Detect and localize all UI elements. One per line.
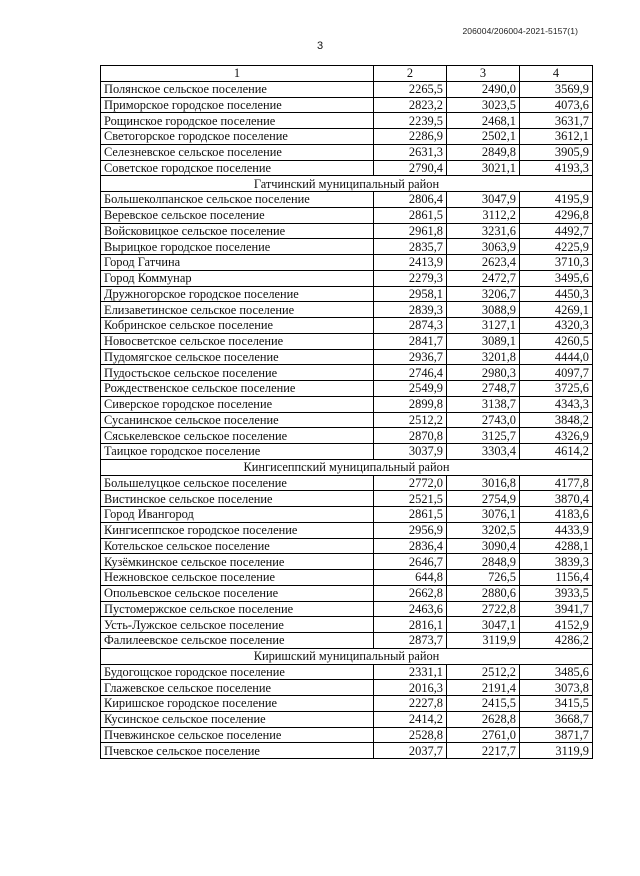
value-cell-col2: 2646,7 [374,554,447,570]
value-cell-col3: 3047,1 [447,617,520,633]
table-row [101,743,593,759]
value-cell-col3: 2880,6 [447,585,520,601]
value-cell-col3: 3112,2 [447,207,520,223]
value-cell-col2: 2823,2 [374,97,447,113]
value-cell-col3: 3138,7 [447,396,520,412]
value-cell-col4: 3839,3 [520,554,593,570]
settlement-name-cell: Войсковицкое сельское поселение [101,223,374,239]
settlement-name-cell: Таицкое городское поселение [101,444,374,460]
value-cell-col4: 3725,6 [520,381,593,397]
value-cell-col4: 4288,1 [520,538,593,554]
table-row [101,711,593,727]
settlement-name-cell: Пудомягское сельское поселение [101,349,374,365]
data-table [100,65,593,759]
table-row [101,381,593,397]
table-row [101,570,593,586]
value-cell-col3: 2472,7 [447,270,520,286]
settlement-name-cell: Город Коммунар [101,270,374,286]
table-row [101,255,593,271]
table-row [101,507,593,523]
settlement-name-cell: Большеколпанское сельское поселение [101,192,374,208]
value-cell-col4: 3870,4 [520,491,593,507]
table-row [101,192,593,208]
settlement-name-cell: Новосветское сельское поселение [101,333,374,349]
settlement-name-cell: Будогощское городское поселение [101,664,374,680]
value-cell-col4: 4433,9 [520,522,593,538]
table-row [101,538,593,554]
table-row [101,617,593,633]
value-cell-col2: 2662,8 [374,585,447,601]
value-cell-col3: 2849,8 [447,144,520,160]
district-header-row [101,176,593,192]
table-row [101,160,593,176]
value-cell-col2: 2835,7 [374,239,447,255]
settlement-name-cell: Светогорское городское поселение [101,129,374,145]
value-cell-col4: 4152,9 [520,617,593,633]
value-cell-col3: 3016,8 [447,475,520,491]
value-cell-col4: 3668,7 [520,711,593,727]
value-cell-col2: 2958,1 [374,286,447,302]
value-cell-col4: 4269,1 [520,302,593,318]
table-row [101,475,593,491]
settlement-name-cell: Глажевское сельское поселение [101,680,374,696]
column-header: 4 [520,66,593,82]
column-header: 1 [101,66,374,82]
value-cell-col3: 2722,8 [447,601,520,617]
value-cell-col3: 2415,5 [447,696,520,712]
value-cell-col3: 3076,1 [447,507,520,523]
value-cell-col2: 2874,3 [374,318,447,334]
value-cell-col2: 3037,9 [374,444,447,460]
value-cell-col2: 2861,5 [374,507,447,523]
settlement-name-cell: Елизаветинское сельское поселение [101,302,374,318]
value-cell-col4: 4444,0 [520,349,593,365]
value-cell-col2: 2936,7 [374,349,447,365]
value-cell-col2: 2841,7 [374,333,447,349]
table-row [101,333,593,349]
value-cell-col3: 2743,0 [447,412,520,428]
value-cell-col3: 3023,5 [447,97,520,113]
table-row [101,81,593,97]
column-header: 3 [447,66,520,82]
table-row [101,412,593,428]
settlement-name-cell: Рождественское сельское поселение [101,381,374,397]
value-cell-col3: 3201,8 [447,349,520,365]
settlement-name-cell: Сиверское городское поселение [101,396,374,412]
value-cell-col4: 3941,7 [520,601,593,617]
value-cell-col4: 3905,9 [520,144,593,160]
value-cell-col3: 3231,6 [447,223,520,239]
table-row [101,207,593,223]
settlement-name-cell: Веревское сельское поселение [101,207,374,223]
settlement-name-cell: Котельское сельское поселение [101,538,374,554]
table-row [101,522,593,538]
table-row [101,302,593,318]
value-cell-col2: 2772,0 [374,475,447,491]
value-cell-col4: 4193,3 [520,160,593,176]
value-cell-col4: 4326,9 [520,428,593,444]
value-cell-col4: 4614,2 [520,444,593,460]
settlement-name-cell: Большелуцкое сельское поселение [101,475,374,491]
value-cell-col4: 3612,1 [520,129,593,145]
settlement-name-cell: Усть-Лужское сельское поселение [101,617,374,633]
settlement-name-cell: Селезневское сельское поселение [101,144,374,160]
value-cell-col4: 3710,3 [520,255,593,271]
value-cell-col2: 2279,3 [374,270,447,286]
value-cell-col3: 3089,1 [447,333,520,349]
value-cell-col4: 4343,3 [520,396,593,412]
value-cell-col4: 4073,6 [520,97,593,113]
value-cell-col2: 2746,4 [374,365,447,381]
district-name: Гатчинский муниципальный район [101,176,593,192]
table-row [101,97,593,113]
table-row [101,633,593,649]
value-cell-col3: 2490,0 [447,81,520,97]
value-cell-col3: 3063,9 [447,239,520,255]
value-cell-col2: 2816,1 [374,617,447,633]
table-row [101,270,593,286]
value-cell-col2: 644,8 [374,570,447,586]
settlement-name-cell: Пустомержское сельское поселение [101,601,374,617]
value-cell-col2: 2227,8 [374,696,447,712]
value-cell-col2: 2836,4 [374,538,447,554]
value-cell-col4: 3871,7 [520,727,593,743]
value-cell-col3: 2468,1 [447,113,520,129]
table-row [101,144,593,160]
value-cell-col3: 2748,7 [447,381,520,397]
value-cell-col2: 2512,2 [374,412,447,428]
value-cell-col3: 2623,4 [447,255,520,271]
settlement-name-cell: Приморское городское поселение [101,97,374,113]
value-cell-col2: 2806,4 [374,192,447,208]
value-cell-col4: 3495,6 [520,270,593,286]
value-cell-col4: 3848,2 [520,412,593,428]
value-cell-col4: 4183,6 [520,507,593,523]
table-row [101,365,593,381]
value-cell-col2: 2016,3 [374,680,447,696]
table-row [101,601,593,617]
settlement-name-cell: Рощинское городское поселение [101,113,374,129]
settlement-name-cell: Пчевжинское сельское поселение [101,727,374,743]
value-cell-col3: 3127,1 [447,318,520,334]
settlement-name-cell: Фалилеевское сельское поселение [101,633,374,649]
settlement-name-cell: Вистинское сельское поселение [101,491,374,507]
value-cell-col3: 3047,9 [447,192,520,208]
settlement-name-cell: Пудостьское сельское поселение [101,365,374,381]
value-cell-col2: 2528,8 [374,727,447,743]
value-cell-col4: 3119,9 [520,743,593,759]
settlement-name-cell: Кусинское сельское поселение [101,711,374,727]
value-cell-col2: 2790,4 [374,160,447,176]
table-body [101,81,593,758]
value-cell-col2: 2414,2 [374,711,447,727]
settlement-name-cell: Кузёмкинское сельское поселение [101,554,374,570]
value-cell-col3: 2848,9 [447,554,520,570]
table-header-row [101,66,593,82]
value-cell-col3: 3021,1 [447,160,520,176]
settlement-name-cell: Сусанинское сельское поселение [101,412,374,428]
value-cell-col3: 2512,2 [447,664,520,680]
table-row [101,554,593,570]
table-row [101,349,593,365]
district-header-row [101,459,593,475]
settlement-name-cell: Полянское сельское поселение [101,81,374,97]
value-cell-col2: 2870,8 [374,428,447,444]
table-row [101,223,593,239]
settlement-name-cell: Дружногорское городское поселение [101,286,374,302]
table-row [101,239,593,255]
value-cell-col3: 2761,0 [447,727,520,743]
settlement-name-cell: Нежновское сельское поселение [101,570,374,586]
table-row [101,286,593,302]
value-cell-col4: 4177,8 [520,475,593,491]
value-cell-col3: 3202,5 [447,522,520,538]
settlement-name-cell: Город Ивангород [101,507,374,523]
value-cell-col4: 3569,9 [520,81,593,97]
value-cell-col4: 4225,9 [520,239,593,255]
value-cell-col4: 3631,7 [520,113,593,129]
value-cell-col4: 4450,3 [520,286,593,302]
value-cell-col4: 4097,7 [520,365,593,381]
value-cell-col4: 4195,9 [520,192,593,208]
value-cell-col2: 2839,3 [374,302,447,318]
value-cell-col4: 4286,2 [520,633,593,649]
table-row [101,396,593,412]
value-cell-col3: 3303,4 [447,444,520,460]
district-name: Кингисеппский муниципальный район [101,459,593,475]
value-cell-col3: 2754,9 [447,491,520,507]
table-row [101,113,593,129]
value-cell-col4: 3485,6 [520,664,593,680]
value-cell-col3: 2191,4 [447,680,520,696]
column-header: 2 [374,66,447,82]
value-cell-col2: 2873,7 [374,633,447,649]
value-cell-col2: 2413,9 [374,255,447,271]
settlement-name-cell: Опольевское сельское поселение [101,585,374,601]
value-cell-col2: 2961,8 [374,223,447,239]
settlement-name-cell: Город Гатчина [101,255,374,271]
value-cell-col2: 2286,9 [374,129,447,145]
value-cell-col3: 2502,1 [447,129,520,145]
settlement-name-cell: Советское городское поселение [101,160,374,176]
table-row [101,428,593,444]
table-row [101,444,593,460]
value-cell-col3: 2980,3 [447,365,520,381]
value-cell-col3: 726,5 [447,570,520,586]
value-cell-col4: 3415,5 [520,696,593,712]
value-cell-col2: 2331,1 [374,664,447,680]
value-cell-col3: 3206,7 [447,286,520,302]
table-row [101,680,593,696]
value-cell-col2: 2631,3 [374,144,447,160]
table-row [101,318,593,334]
value-cell-col3: 3125,7 [447,428,520,444]
district-header-row [101,648,593,664]
table-row [101,585,593,601]
district-name: Киришский муниципальный район [101,648,593,664]
document-id: 206004/206004-2021-5157(1) [462,26,578,36]
settlement-name-cell: Сяськелевское сельское поселение [101,428,374,444]
table-row [101,491,593,507]
table-row [101,696,593,712]
value-cell-col2: 2239,5 [374,113,447,129]
settlement-name-cell: Киришское городское поселение [101,696,374,712]
value-cell-col4: 3933,5 [520,585,593,601]
value-cell-col3: 3090,4 [447,538,520,554]
value-cell-col4: 4260,5 [520,333,593,349]
value-cell-col4: 4296,8 [520,207,593,223]
value-cell-col2: 2899,8 [374,396,447,412]
table-row [101,129,593,145]
value-cell-col2: 2265,5 [374,81,447,97]
value-cell-col4: 1156,4 [520,570,593,586]
settlement-name-cell: Пчевское сельское поселение [101,743,374,759]
value-cell-col4: 3073,8 [520,680,593,696]
value-cell-col2: 2956,9 [374,522,447,538]
value-cell-col2: 2861,5 [374,207,447,223]
page-number: 3 [316,40,324,52]
value-cell-col3: 3088,9 [447,302,520,318]
settlement-name-cell: Вырицкое городское поселение [101,239,374,255]
value-cell-col3: 2217,7 [447,743,520,759]
value-cell-col4: 4320,3 [520,318,593,334]
settlement-name-cell: Кобринское сельское поселение [101,318,374,334]
settlement-name-cell: Кингисеппское городское поселение [101,522,374,538]
table-row [101,727,593,743]
value-cell-col2: 2463,6 [374,601,447,617]
value-cell-col3: 2628,8 [447,711,520,727]
value-cell-col3: 3119,9 [447,633,520,649]
value-cell-col2: 2037,7 [374,743,447,759]
table-row [101,664,593,680]
value-cell-col4: 4492,7 [520,223,593,239]
value-cell-col2: 2549,9 [374,381,447,397]
value-cell-col2: 2521,5 [374,491,447,507]
